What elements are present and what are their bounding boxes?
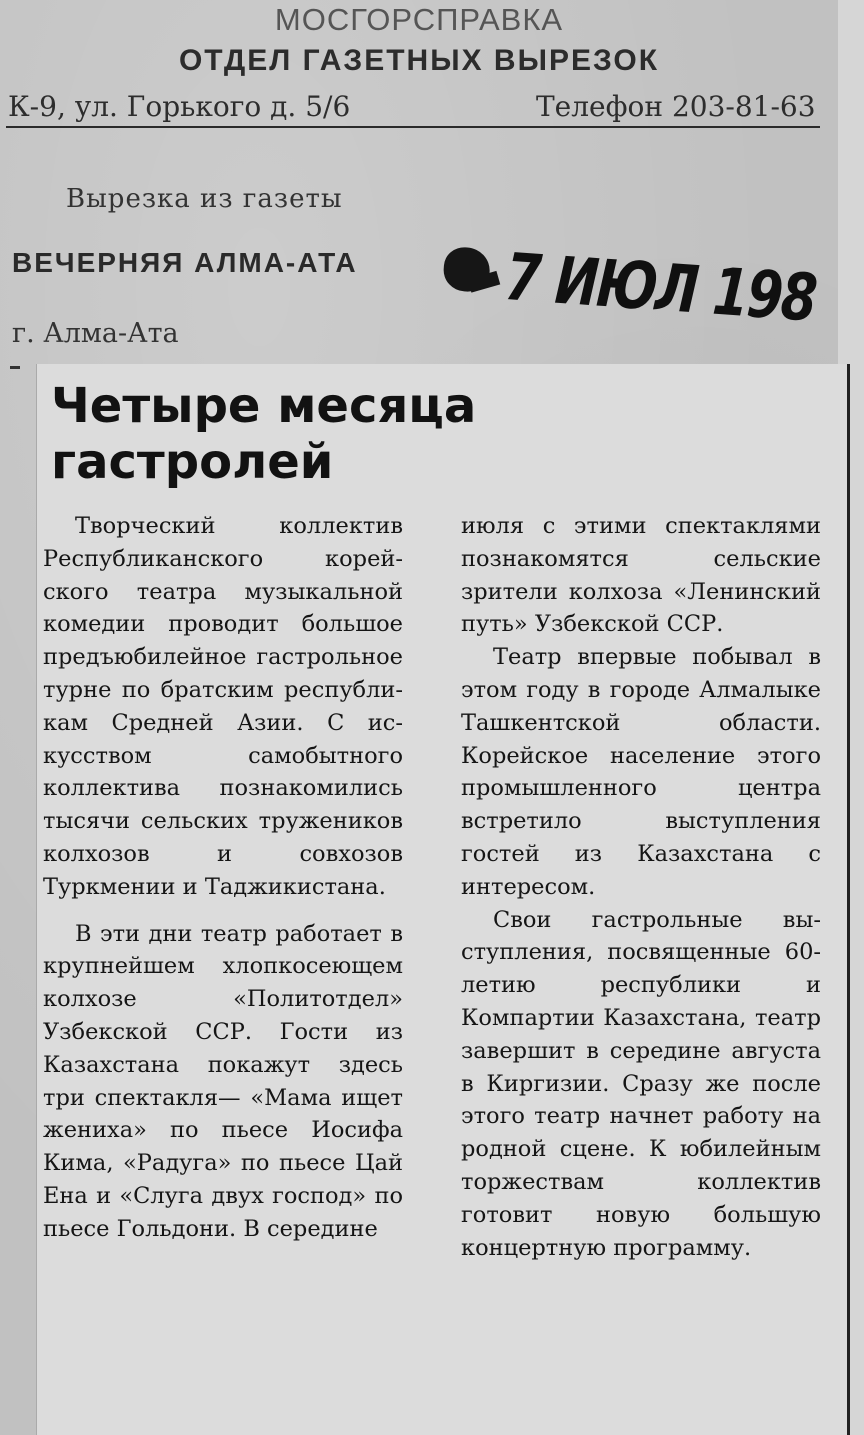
article-paragraph: Творческий коллектив Республиканского корейского театра музыкальной комедии проводит большое предъюбилейное гастрольное турне по братским республикам Средней Азии. С искусством самобытного коллектива познакомились тысячи сельских тружеников колхозов и совхозов Туркмении и Таджикистана.: [43, 513, 403, 900]
clipping-label: Вырезка из газеты: [66, 184, 343, 214]
article-paragraph: В эти дни театр работает в крупнейшем хлопкосеющем колхозе «Политотдел» Узбекской ССР. Гости из Казахстана покажут здесь три спектакля— «Мама ищет жениха» по пьесе Иосифа Кима, «Радуга» по пьесе Цай Ена и «Слуга двух господ» по пьесе Гольдони. В середине: [43, 920, 403, 1242]
header-rule: [6, 126, 820, 128]
article-paragraph: Свои гастрольные выступления, посвященные 60-летию республики и Компартии Казахстана, театр завершит в середине августа в Киргизии. Сразу же после этого театр начнет работу на родной сцене. К юбилейным торжествам коллектив готовит новую большую концертную программу.: [461, 906, 821, 1261]
margin-tick: [10, 366, 20, 369]
stamp-date-text: 7 ИЮЛ 198: [502, 240, 818, 337]
article-paragraph: Театр впервые побывал в этом году в городе Алмалыке Ташкентской области. Корейское население этого промышленного центра встретило выступления гостей из Казахстана с интересом.: [461, 644, 821, 900]
margin-ticks: [10, 366, 24, 389]
headline-line-2: гастролей: [51, 434, 334, 490]
agency-phone: Телефон 203-81-63: [536, 90, 816, 123]
agency-address: К-9, ул. Горького д. 5/6: [8, 90, 351, 123]
newspaper-city: г. Алма-Ата: [12, 318, 179, 349]
newspaper-name: ВЕЧЕРНЯЯ АЛМА-АТА: [12, 247, 358, 278]
article-headline: [51, 378, 476, 490]
article-paragraph: июля с этими спектаклями познакомятся сельские зрители колхоза «Ленинский путь» Узбекской ССР.: [461, 513, 821, 638]
stamp-ink-blot-icon: [442, 246, 491, 293]
article-column-right: [461, 510, 821, 1264]
agency-name: МОСГОРСПРАВКА: [274, 2, 564, 37]
newspaper-clipping: [36, 364, 850, 1435]
headline-line-1: Четыре месяца: [51, 378, 477, 434]
article-column-left: [43, 510, 403, 1246]
department-name: ОТДЕЛ ГАЗЕТНЫХ ВЫРЕЗОК: [178, 44, 660, 77]
